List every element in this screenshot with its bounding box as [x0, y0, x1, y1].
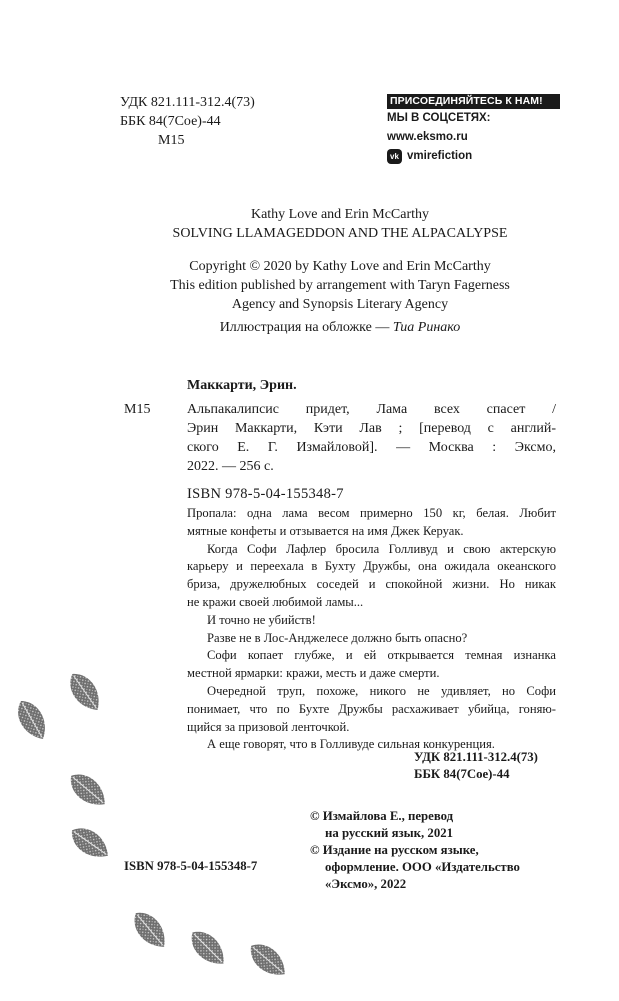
petal-ornament-icon — [178, 918, 238, 978]
copyright-notices — [310, 808, 520, 893]
petal-ornament-icon — [120, 900, 180, 960]
bbk-code-bottom: ББК 84(7Сое)-44 — [414, 767, 510, 781]
annotation-line: Пропала: одна лама весом примерно 150 кг, белая. Любит — [187, 506, 556, 520]
catalog-code: М15 — [124, 402, 151, 417]
catalog-isbn: ISBN 978-5-04-155348-7 — [187, 486, 344, 502]
udk-block-bottom — [414, 749, 538, 783]
edition-line-1: This edition published by arrangement with Taryn Fagerness — [170, 278, 510, 293]
catalog-line: ского Е. Г. Измайловой]. — Москва : Эксмо, — [187, 440, 556, 455]
udk-code: УДК 821.111-312.4(73) — [120, 95, 255, 110]
annotation-line: Очередной труп, похоже, никого не удивляет, но Софи — [207, 683, 556, 698]
udk-code-bottom: УДК 821.111-312.4(73) — [414, 750, 538, 764]
catalog-line: 2022. — 256 с. — [187, 459, 274, 474]
bbk-code: ББК 84(7Сое)-44 — [120, 114, 221, 129]
annotation-line: щийся за призовой ленточкой. — [187, 719, 350, 734]
annotation-line: понимает, что по Бухте Дружбы расхаживает убийца, гоняю- — [187, 701, 556, 716]
isbn-bottom: ISBN 978-5-04-155348-7 — [124, 859, 258, 873]
site-link[interactable]: www.eksmo.ru — [387, 131, 468, 143]
social-banner: ПРИСОЕДИНЯЙТЕСЬ К НАМ! — [387, 94, 560, 109]
annotation-line: не кражи своей любимой ламы... — [187, 594, 364, 609]
original-title: SOLVING LLAMAGEDDON AND THE ALPACALYPSE — [172, 226, 508, 241]
annotation-line: бриза, дружелюбных соседей и спокойной жизни. Но никак — [187, 577, 556, 592]
annotation-line: А еще говорят, что в Голливуде сильная конкуренция. — [207, 737, 495, 752]
catalog-line: Альпакалипсис придет, Лама всех спасет / — [187, 402, 556, 417]
copyright-line: Copyright © 2020 by Kathy Love and Erin McCarthy — [189, 259, 491, 274]
annotation-line: мятные конфеты и отзывается на имя Джек Керуак. — [187, 523, 464, 538]
copyright-notice-line: на русский язык, 2021 — [325, 826, 454, 840]
original-authors: Kathy Love and Erin McCarthy — [250, 207, 430, 222]
annotation-line: Разве не в Лос-Анджелесе должно быть опасно? — [207, 630, 468, 645]
annotation-line: карьеру и переехала в Бухту Дружбы, она ожидала океанского — [187, 559, 556, 574]
catalog-author: Маккарти, Эрин. — [187, 378, 297, 393]
vk-icon: vk — [387, 149, 402, 164]
illustration-label: Иллюстрация на обложке — — [219, 320, 393, 335]
annotation-line: Софи копает глубже, и ей открывается темная изнанка — [207, 648, 556, 663]
udk-block-top — [120, 93, 320, 150]
catalog-description — [187, 400, 556, 476]
rights-block — [120, 205, 560, 314]
petal-ornament-icon — [62, 815, 117, 870]
edition-line-2: Agency and Synopsis Literary Agency — [231, 297, 449, 312]
copyright-notice-line: © Измайлова Е., перевод — [310, 809, 454, 823]
social-block — [387, 94, 562, 166]
annotation-line: местной ярмарки: кражи, месть и даже смерти. — [187, 666, 440, 681]
petal-ornament-icon — [238, 930, 298, 990]
copyright-notice-line: оформление. ООО «Издательство — [325, 860, 520, 874]
vk-handle-link[interactable]: vmirefiction — [407, 150, 473, 162]
social-heading: МЫ В СОЦСЕТЯХ: — [387, 112, 491, 124]
illustration-artist: Тиа Ринако — [392, 320, 461, 335]
illustration-credit — [120, 318, 560, 337]
catalog-line: Эрин Маккарти, Кэти Лав ; [перевод с англий- — [187, 421, 556, 436]
petal-ornament-icon — [0, 690, 60, 750]
petal-ornament-icon — [55, 660, 115, 720]
copyright-notice-line: © Издание на русском языке, — [310, 843, 479, 857]
petal-ornament-icon — [60, 762, 115, 817]
annotation-line: И точно не убийств! — [207, 612, 316, 627]
copyright-notice-line: «Эксмо», 2022 — [325, 877, 407, 891]
annotation-line: Когда Софи Лафлер бросила Голливуд и свою актерскую — [207, 541, 556, 556]
annotation — [187, 505, 556, 754]
author-sign: М15 — [158, 133, 185, 148]
